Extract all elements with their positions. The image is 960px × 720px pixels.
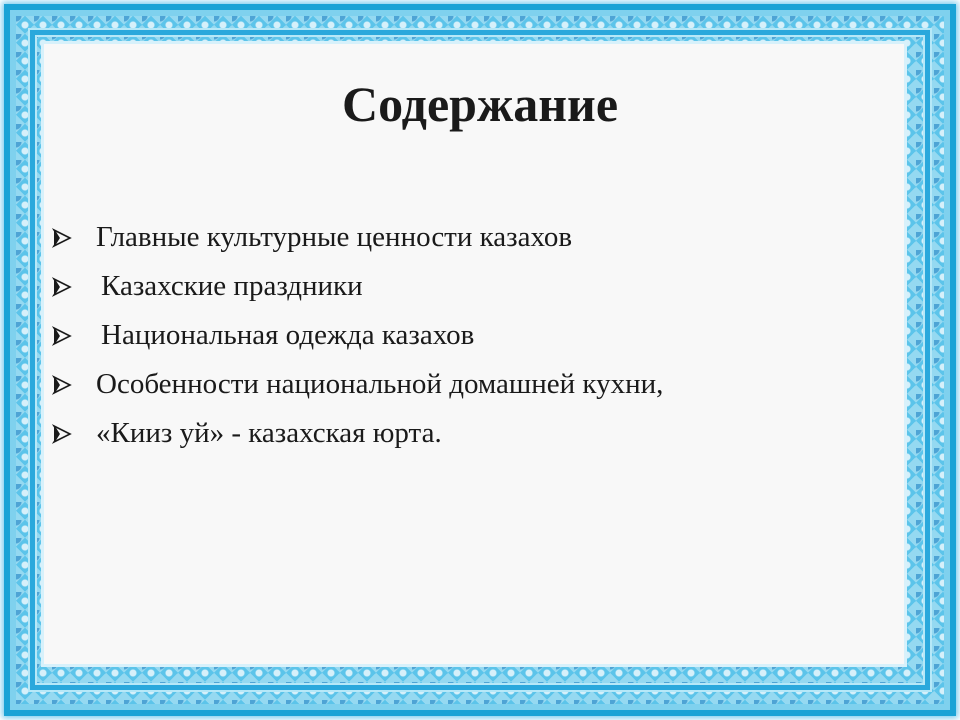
arrow-bullet-icon bbox=[50, 360, 72, 409]
list-item bbox=[50, 262, 850, 311]
contents-list bbox=[50, 213, 850, 458]
list-item bbox=[50, 360, 850, 409]
list-item-label: Национальная одежда казахов bbox=[101, 319, 475, 351]
list-item bbox=[50, 311, 850, 360]
list-item bbox=[50, 409, 850, 458]
arrow-bullet-icon bbox=[50, 213, 72, 262]
arrow-bullet-icon bbox=[50, 409, 72, 458]
list-item bbox=[50, 213, 850, 262]
arrow-bullet-icon bbox=[50, 262, 72, 311]
list-item-label: Особенности национальной домашней кухни, bbox=[96, 368, 664, 400]
arrow-bullet-icon bbox=[50, 311, 72, 360]
list-item-label: Главные культурные ценности казахов bbox=[96, 221, 573, 253]
list-item-label: Казахские праздники bbox=[101, 270, 363, 302]
slide-title: Содержание bbox=[341, 76, 619, 132]
list-item-label: «Кииз уй» - казахская юрта. bbox=[96, 417, 442, 449]
